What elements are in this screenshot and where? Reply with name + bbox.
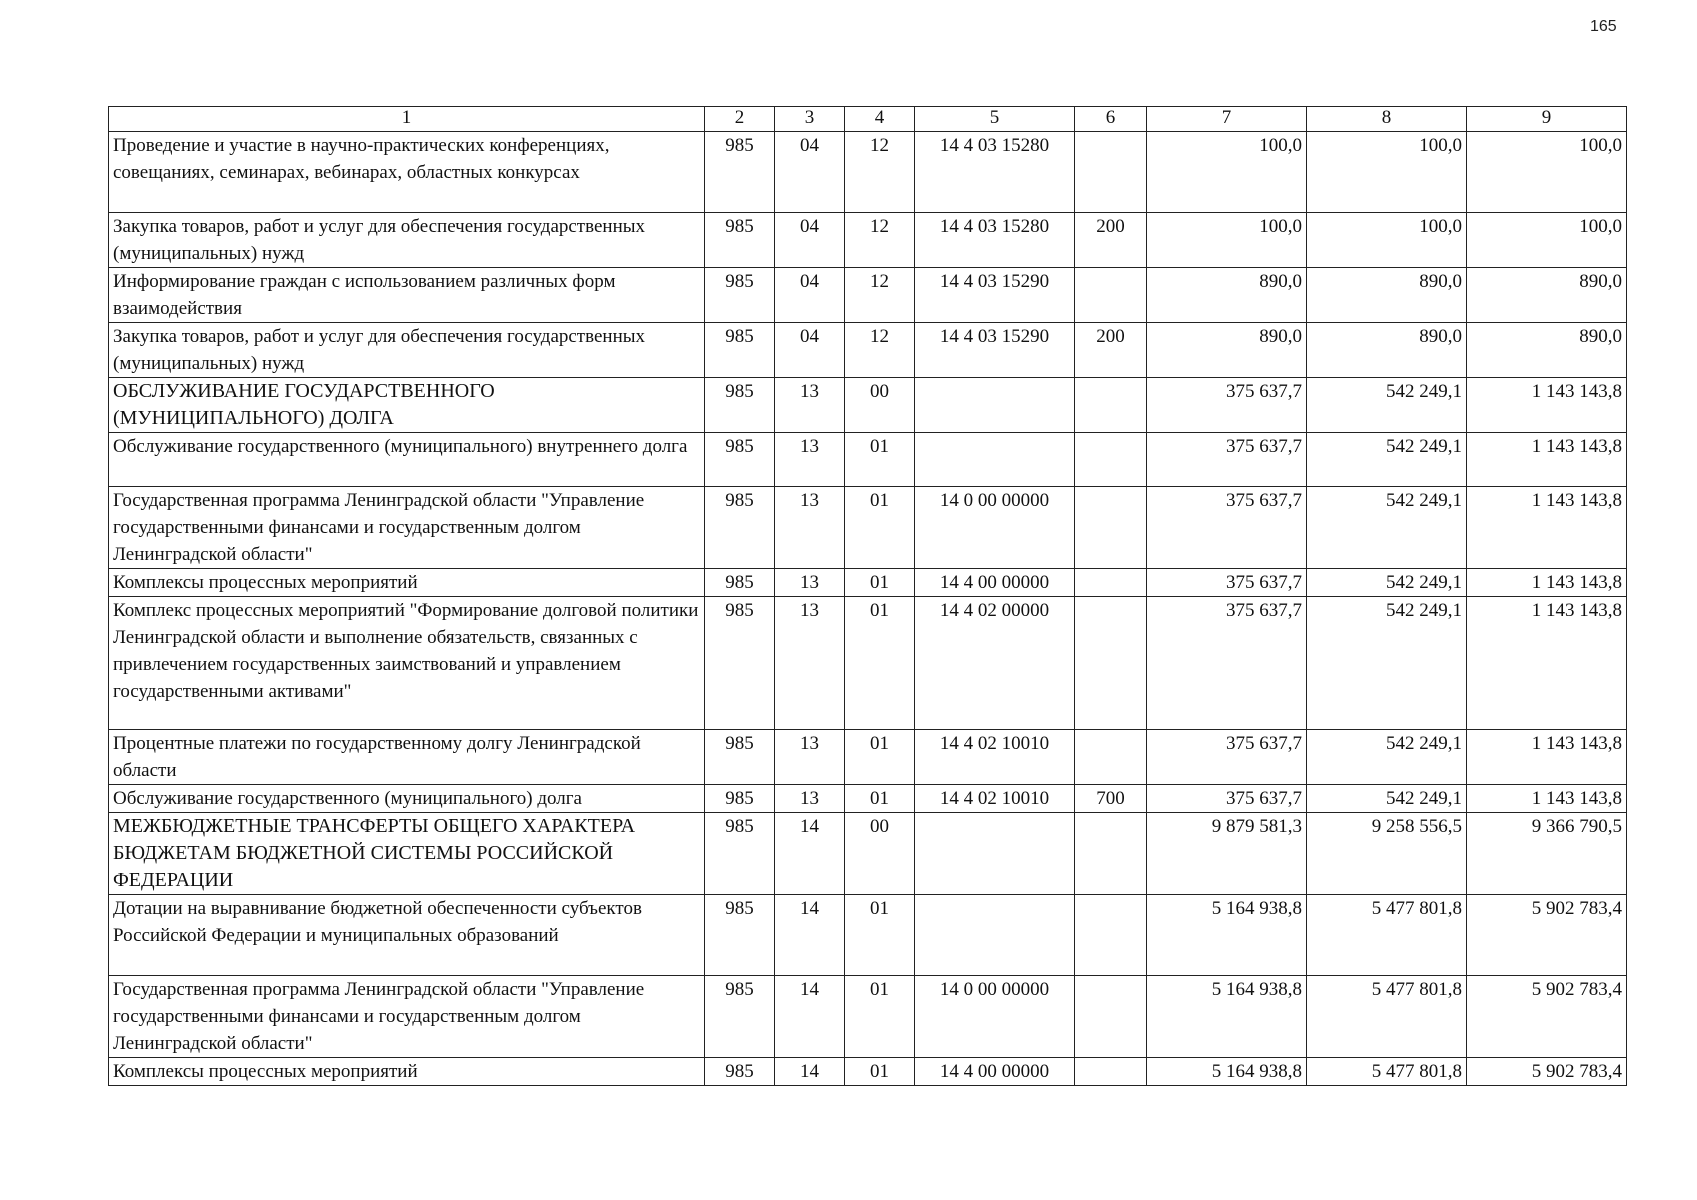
cell-admin-code: 985 — [705, 730, 775, 785]
cell-amount-col9: 9 366 790,5 — [1467, 813, 1627, 895]
cell-target-article: 14 4 03 15290 — [915, 268, 1075, 323]
cell-amount-col9: 5 902 783,4 — [1467, 895, 1627, 976]
cell-amount-col8: 5 477 801,8 — [1307, 895, 1467, 976]
cell-amount-col9: 5 902 783,4 — [1467, 1058, 1627, 1086]
cell-target-article: 14 4 02 10010 — [915, 785, 1075, 813]
cell-amount-col7: 890,0 — [1147, 268, 1307, 323]
cell-subsection: 01 — [845, 976, 915, 1058]
cell-amount-col7: 375 637,7 — [1147, 569, 1307, 597]
cell-subsection: 01 — [845, 433, 915, 487]
cell-amount-col9: 1 143 143,8 — [1467, 378, 1627, 433]
cell-subsection: 01 — [845, 1058, 915, 1086]
cell-amount-col8: 100,0 — [1307, 132, 1467, 213]
cell-expense-type: 200 — [1075, 213, 1147, 268]
cell-admin-code: 985 — [705, 1058, 775, 1086]
cell-target-article: 14 4 03 15290 — [915, 323, 1075, 378]
row-name: Комплекс процессных мероприятий "Формирование долговой политики Ленинградской области и выполнение обязательств, связанных с привлечением государственных заимствований и управлением государственными активами" — [109, 597, 705, 730]
cell-expense-type — [1075, 569, 1147, 597]
cell-target-article: 14 4 02 00000 — [915, 597, 1075, 730]
cell-admin-code: 985 — [705, 268, 775, 323]
cell-subsection: 01 — [845, 785, 915, 813]
cell-amount-col7: 375 637,7 — [1147, 433, 1307, 487]
cell-amount-col8: 542 249,1 — [1307, 378, 1467, 433]
cell-target-article: 14 4 03 15280 — [915, 213, 1075, 268]
table-row — [109, 378, 1627, 433]
cell-target-article: 14 4 03 15280 — [915, 132, 1075, 213]
cell-target-article — [915, 895, 1075, 976]
row-name: Обслуживание государственного (муниципального) внутреннего долга — [109, 433, 705, 487]
cell-amount-col7: 375 637,7 — [1147, 487, 1307, 569]
cell-expense-type — [1075, 433, 1147, 487]
cell-expense-type — [1075, 487, 1147, 569]
col-header-9: 9 — [1467, 107, 1627, 132]
cell-amount-col9: 1 143 143,8 — [1467, 785, 1627, 813]
row-name: МЕЖБЮДЖЕТНЫЕ ТРАНСФЕРТЫ ОБЩЕГО ХАРАКТЕРА БЮДЖЕТАМ БЮДЖЕТНОЙ СИСТЕМЫ РОССИЙСКОЙ ФЕДЕРАЦИИ — [109, 813, 705, 895]
table-row — [109, 213, 1627, 268]
table-row — [109, 730, 1627, 785]
cell-subsection: 01 — [845, 730, 915, 785]
cell-admin-code: 985 — [705, 785, 775, 813]
cell-target-article: 14 4 02 10010 — [915, 730, 1075, 785]
col-header-3: 3 — [775, 107, 845, 132]
row-name: Комплексы процессных мероприятий — [109, 569, 705, 597]
row-name: Комплексы процессных мероприятий — [109, 1058, 705, 1086]
cell-amount-col7: 375 637,7 — [1147, 730, 1307, 785]
cell-amount-col7: 100,0 — [1147, 213, 1307, 268]
row-name: Государственная программа Ленинградской области "Управление государственными финансами и государственным долгом Ленинградской области" — [109, 487, 705, 569]
cell-admin-code: 985 — [705, 487, 775, 569]
cell-amount-col9: 1 143 143,8 — [1467, 730, 1627, 785]
table-row — [109, 785, 1627, 813]
cell-subsection: 12 — [845, 132, 915, 213]
cell-expense-type — [1075, 895, 1147, 976]
cell-admin-code: 985 — [705, 132, 775, 213]
cell-target-article: 14 4 00 00000 — [915, 1058, 1075, 1086]
col-header-1: 1 — [109, 107, 705, 132]
table-row — [109, 895, 1627, 976]
cell-section: 13 — [775, 785, 845, 813]
cell-section: 04 — [775, 323, 845, 378]
cell-amount-col7: 375 637,7 — [1147, 785, 1307, 813]
row-name: Информирование граждан с использованием различных форм взаимодействия — [109, 268, 705, 323]
row-name: Дотации на выравнивание бюджетной обеспеченности субъектов Российской Федерации и муниципальных образований — [109, 895, 705, 976]
cell-section: 14 — [775, 976, 845, 1058]
table-row — [109, 487, 1627, 569]
cell-amount-col9: 890,0 — [1467, 268, 1627, 323]
cell-section: 04 — [775, 132, 845, 213]
cell-admin-code: 985 — [705, 976, 775, 1058]
cell-admin-code: 985 — [705, 597, 775, 730]
budget-table — [108, 106, 1627, 1086]
table-row — [109, 268, 1627, 323]
col-header-8: 8 — [1307, 107, 1467, 132]
cell-expense-type — [1075, 132, 1147, 213]
cell-amount-col8: 542 249,1 — [1307, 487, 1467, 569]
cell-amount-col7: 890,0 — [1147, 323, 1307, 378]
col-header-5: 5 — [915, 107, 1075, 132]
cell-section: 04 — [775, 268, 845, 323]
cell-amount-col7: 5 164 938,8 — [1147, 1058, 1307, 1086]
cell-amount-col7: 375 637,7 — [1147, 378, 1307, 433]
cell-subsection: 01 — [845, 597, 915, 730]
cell-expense-type: 700 — [1075, 785, 1147, 813]
cell-subsection: 01 — [845, 895, 915, 976]
cell-expense-type — [1075, 813, 1147, 895]
table-row — [109, 1058, 1627, 1086]
cell-amount-col8: 890,0 — [1307, 323, 1467, 378]
row-name: ОБСЛУЖИВАНИЕ ГОСУДАРСТВЕННОГО (МУНИЦИПАЛЬНОГО) ДОЛГА — [109, 378, 705, 433]
cell-amount-col9: 100,0 — [1467, 132, 1627, 213]
cell-amount-col8: 542 249,1 — [1307, 730, 1467, 785]
cell-subsection: 12 — [845, 323, 915, 378]
cell-subsection: 00 — [845, 813, 915, 895]
row-name: Обслуживание государственного (муниципального) долга — [109, 785, 705, 813]
cell-admin-code: 985 — [705, 569, 775, 597]
cell-section: 04 — [775, 213, 845, 268]
cell-admin-code: 985 — [705, 895, 775, 976]
cell-expense-type — [1075, 597, 1147, 730]
cell-subsection: 01 — [845, 569, 915, 597]
cell-section: 14 — [775, 1058, 845, 1086]
cell-section: 13 — [775, 378, 845, 433]
cell-subsection: 01 — [845, 487, 915, 569]
page-number: 165 — [1590, 18, 1617, 35]
cell-section: 13 — [775, 487, 845, 569]
cell-target-article: 14 4 00 00000 — [915, 569, 1075, 597]
cell-amount-col8: 890,0 — [1307, 268, 1467, 323]
col-header-7: 7 — [1147, 107, 1307, 132]
table-row — [109, 976, 1627, 1058]
cell-target-article — [915, 433, 1075, 487]
cell-amount-col8: 100,0 — [1307, 213, 1467, 268]
cell-amount-col9: 1 143 143,8 — [1467, 487, 1627, 569]
cell-amount-col8: 542 249,1 — [1307, 433, 1467, 487]
cell-amount-col8: 542 249,1 — [1307, 569, 1467, 597]
cell-amount-col7: 5 164 938,8 — [1147, 895, 1307, 976]
col-header-6: 6 — [1075, 107, 1147, 132]
cell-subsection: 00 — [845, 378, 915, 433]
cell-amount-col7: 9 879 581,3 — [1147, 813, 1307, 895]
cell-subsection: 12 — [845, 268, 915, 323]
cell-amount-col8: 5 477 801,8 — [1307, 1058, 1467, 1086]
table-row — [109, 597, 1627, 730]
table-row — [109, 813, 1627, 895]
col-header-2: 2 — [705, 107, 775, 132]
row-name: Проведение и участие в научно-практических конференциях, совещаниях, семинарах, вебинарах, областных конкурсах — [109, 132, 705, 213]
cell-amount-col8: 542 249,1 — [1307, 597, 1467, 730]
cell-section: 14 — [775, 813, 845, 895]
cell-expense-type — [1075, 378, 1147, 433]
table-row — [109, 433, 1627, 487]
table-row — [109, 569, 1627, 597]
row-name: Закупка товаров, работ и услуг для обеспечения государственных (муниципальных) нужд — [109, 323, 705, 378]
cell-amount-col7: 100,0 — [1147, 132, 1307, 213]
cell-section: 13 — [775, 597, 845, 730]
cell-target-article: 14 0 00 00000 — [915, 976, 1075, 1058]
cell-expense-type — [1075, 976, 1147, 1058]
cell-section: 13 — [775, 730, 845, 785]
cell-subsection: 12 — [845, 213, 915, 268]
cell-amount-col9: 1 143 143,8 — [1467, 597, 1627, 730]
cell-expense-type: 200 — [1075, 323, 1147, 378]
cell-section: 13 — [775, 569, 845, 597]
cell-expense-type — [1075, 1058, 1147, 1086]
cell-amount-col9: 100,0 — [1467, 213, 1627, 268]
cell-amount-col9: 5 902 783,4 — [1467, 976, 1627, 1058]
cell-amount-col7: 5 164 938,8 — [1147, 976, 1307, 1058]
cell-expense-type — [1075, 268, 1147, 323]
table-row — [109, 323, 1627, 378]
cell-amount-col9: 1 143 143,8 — [1467, 569, 1627, 597]
row-name: Государственная программа Ленинградской области "Управление государственными финансами и государственным долгом Ленинградской области" — [109, 976, 705, 1058]
cell-amount-col8: 9 258 556,5 — [1307, 813, 1467, 895]
cell-admin-code: 985 — [705, 378, 775, 433]
cell-section: 14 — [775, 895, 845, 976]
cell-amount-col8: 542 249,1 — [1307, 785, 1467, 813]
cell-amount-col9: 1 143 143,8 — [1467, 433, 1627, 487]
cell-admin-code: 985 — [705, 813, 775, 895]
col-header-4: 4 — [845, 107, 915, 132]
cell-target-article — [915, 378, 1075, 433]
cell-target-article — [915, 813, 1075, 895]
cell-admin-code: 985 — [705, 323, 775, 378]
cell-amount-col9: 890,0 — [1467, 323, 1627, 378]
row-name: Закупка товаров, работ и услуг для обеспечения государственных (муниципальных) нужд — [109, 213, 705, 268]
header-row — [109, 107, 1627, 132]
cell-admin-code: 985 — [705, 433, 775, 487]
row-name: Процентные платежи по государственному долгу Ленинградской области — [109, 730, 705, 785]
cell-expense-type — [1075, 730, 1147, 785]
cell-target-article: 14 0 00 00000 — [915, 487, 1075, 569]
table-row — [109, 132, 1627, 213]
cell-amount-col7: 375 637,7 — [1147, 597, 1307, 730]
cell-section: 13 — [775, 433, 845, 487]
cell-amount-col8: 5 477 801,8 — [1307, 976, 1467, 1058]
cell-admin-code: 985 — [705, 213, 775, 268]
